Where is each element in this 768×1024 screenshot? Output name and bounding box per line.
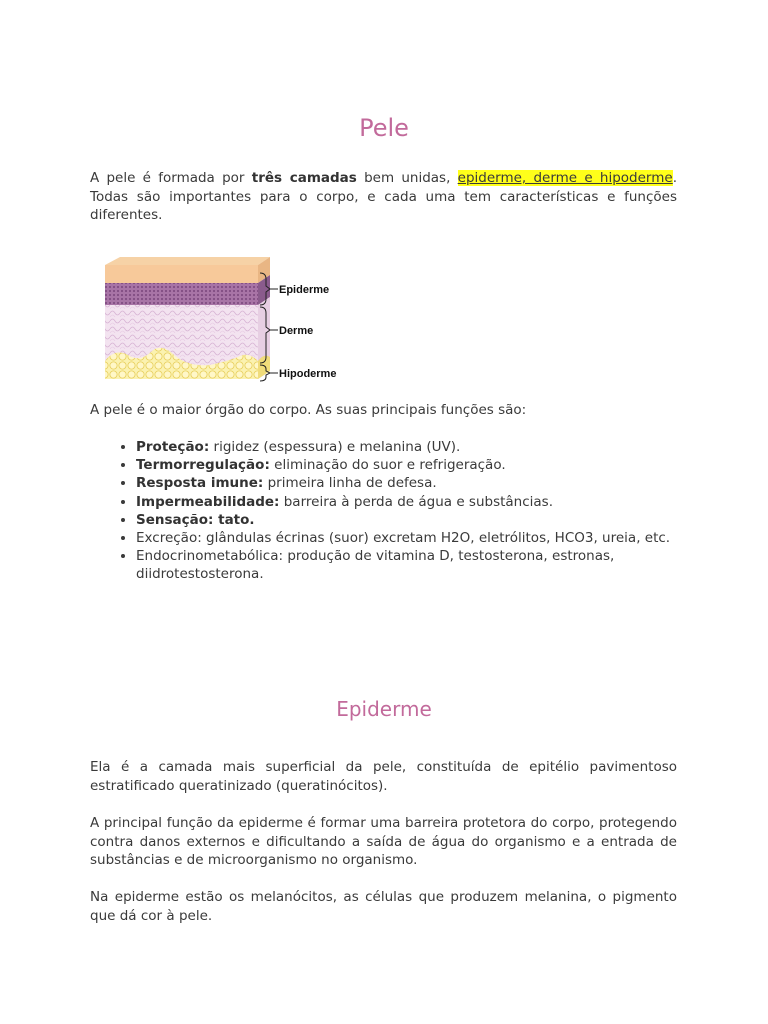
list-item-text: rigidez (espessura) e melanina (UV). xyxy=(209,439,461,455)
intro-highlight: epiderme, derme e hipoderme xyxy=(457,170,673,186)
epiderme-paragraph-3: Na epiderme estão os melanócitos, as células que produzem melanina, o pigmento que dá cor à pele. xyxy=(90,889,677,924)
list-item-bold: Sensação: tato. xyxy=(136,511,255,528)
list-item-bold: Termorregulação: xyxy=(136,457,270,474)
list-item-bold: Proteção: xyxy=(136,439,210,455)
list-item xyxy=(136,474,716,492)
functions-list xyxy=(90,438,716,584)
skin-layers-figure xyxy=(100,253,350,385)
intro-text-2: bem unidas, xyxy=(356,170,458,186)
list-item xyxy=(136,438,716,456)
intro-text-1: A pele é formada por xyxy=(90,170,252,186)
list-item xyxy=(136,493,716,511)
list-item xyxy=(136,547,716,583)
intro-bold: três camadas xyxy=(251,170,357,186)
list-item xyxy=(136,456,716,474)
list-item-bold: Resposta imune: xyxy=(136,475,264,492)
epiderme-paragraph-1: Ela é a camada mais superficial da pele, constituída de epitélio pavimentoso estratificado queratinizado (queratinócitos). xyxy=(90,759,677,794)
page-title: Pele xyxy=(359,114,409,142)
skin-cross-section xyxy=(105,257,270,379)
figure-label-hipoderme: Hipoderme xyxy=(279,368,337,380)
list-item xyxy=(136,511,716,529)
list-item-text: Excreção: glândulas écrinas (suor) excretam H2O, eletrólitos, HCO3, ureia, etc. xyxy=(136,530,671,547)
list-item-text: primeira linha de defesa. xyxy=(263,475,437,492)
list-item xyxy=(136,529,716,547)
section-title-epiderme: Epiderme xyxy=(336,697,432,721)
intro-paragraph xyxy=(90,169,677,225)
list-item-text: Endocrinometabólica: produção de vitamina D, testosterona, estronas, diidrotestosterona. xyxy=(136,548,615,583)
intro-text-3: . Todas são importantes para o corpo, e cada uma tem características e funções diferentes. xyxy=(90,170,677,223)
epiderme-paragraph-2: A principal função da epiderme é formar uma barreira protetora do corpo, protegendo contra danos externos e dificultando a saída de água do organismo e a entrada de substâncias e de microorganismo no organismo. xyxy=(90,815,677,868)
list-item-bold: Impermeabilidade: xyxy=(136,493,280,510)
functions-lead: A pele é o maior órgão do corpo. As suas principais funções são: xyxy=(90,402,527,418)
figure-label-derme: Derme xyxy=(279,325,314,337)
list-item-text: barreira à perda de água e substâncias. xyxy=(279,493,554,510)
list-item-text: eliminação do suor e refrigeração. xyxy=(269,457,506,474)
figure-label-epiderme: Epiderme xyxy=(279,284,330,296)
